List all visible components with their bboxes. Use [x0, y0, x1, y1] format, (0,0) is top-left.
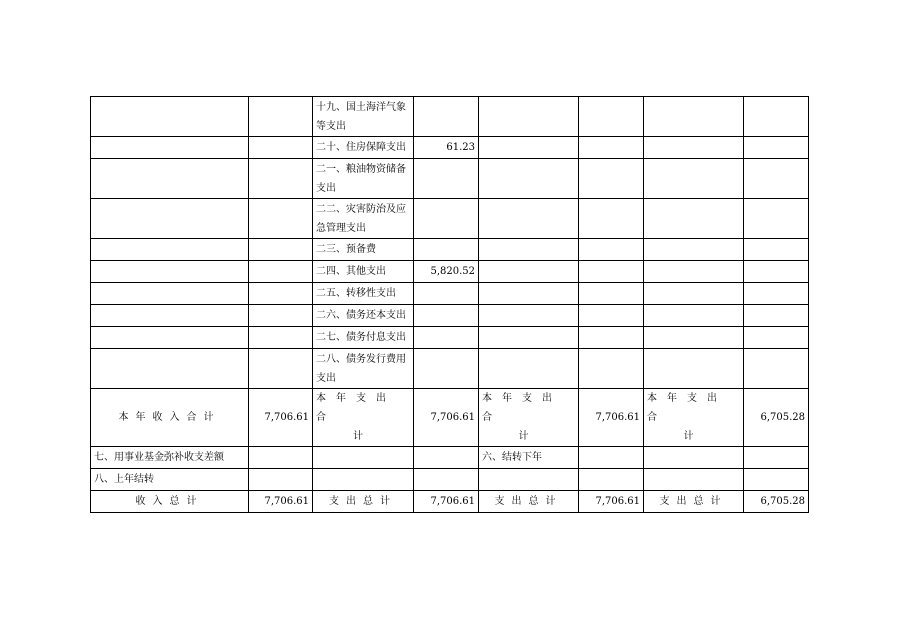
expense-item-cell — [644, 159, 744, 199]
expense-total-label: 本年支出合 计 — [479, 389, 579, 447]
income-value-cell — [249, 349, 313, 389]
empty-cell — [744, 469, 809, 491]
expense-value-cell — [744, 159, 809, 199]
grand-total-row — [91, 491, 809, 513]
carryover-next-year-label: 六、结转下年 — [479, 447, 579, 469]
expense-item-cell — [644, 199, 744, 239]
expense-total-value: 6,705.28 — [744, 389, 809, 447]
table-row — [91, 327, 809, 349]
expense-item-cell — [479, 159, 579, 199]
expense-item-cell — [479, 199, 579, 239]
expense-value-cell — [744, 97, 809, 137]
expense-item-cell: 十九、国土海洋气象等支出 — [313, 97, 414, 137]
expense-item-cell: 二三、预备费 — [313, 239, 414, 261]
income-grand-total-label: 收入总计 — [91, 491, 249, 513]
expense-value-cell — [414, 283, 479, 305]
income-value-cell — [249, 199, 313, 239]
expense-value-cell — [414, 305, 479, 327]
empty-cell — [313, 469, 414, 491]
expense-total-label: 本年支出合 计 — [313, 389, 414, 447]
expense-item-cell: 二十、住房保障支出 — [313, 137, 414, 159]
empty-cell — [249, 447, 313, 469]
expense-value-cell — [414, 159, 479, 199]
empty-cell — [644, 469, 744, 491]
income-item-cell — [91, 349, 249, 389]
table-row — [91, 283, 809, 305]
expense-value-cell — [579, 239, 644, 261]
income-item-cell — [91, 305, 249, 327]
fund-balance-label: 七、用事业基金弥补收支差额 — [91, 447, 249, 469]
expense-item-cell: 二五、转移性支出 — [313, 283, 414, 305]
expense-item-cell: 二七、债务付息支出 — [313, 327, 414, 349]
expense-value-cell — [744, 199, 809, 239]
expense-grand-total-value: 7,706.61 — [414, 491, 479, 513]
table-row — [91, 199, 809, 239]
expense-value-cell — [579, 305, 644, 327]
expense-value-cell — [744, 261, 809, 283]
expense-value-cell — [414, 239, 479, 261]
income-item-cell — [91, 137, 249, 159]
expense-grand-total-label: 支出总计 — [479, 491, 579, 513]
expense-value-cell — [744, 327, 809, 349]
expense-item-cell — [644, 305, 744, 327]
income-item-cell — [91, 199, 249, 239]
expense-item-cell — [479, 137, 579, 159]
expense-item-cell — [479, 349, 579, 389]
fund-balance-row — [91, 447, 809, 469]
income-value-cell — [249, 261, 313, 283]
table-row — [91, 349, 809, 389]
expense-value-cell — [579, 327, 644, 349]
income-item-cell — [91, 159, 249, 199]
expense-value-cell — [414, 349, 479, 389]
expense-item-cell — [644, 283, 744, 305]
empty-cell — [249, 469, 313, 491]
expense-item-cell — [479, 305, 579, 327]
expense-item-cell — [644, 239, 744, 261]
budget-table — [90, 96, 809, 513]
expense-value-cell — [744, 283, 809, 305]
expense-value-cell — [579, 261, 644, 283]
income-grand-total-value: 7,706.61 — [249, 491, 313, 513]
expense-value-cell: 61.23 — [414, 137, 479, 159]
expense-value-cell — [744, 137, 809, 159]
income-total-value: 7,706.61 — [249, 389, 313, 447]
expense-item-cell: 二六、债务还本支出 — [313, 305, 414, 327]
expense-value-cell — [414, 199, 479, 239]
expense-value-cell — [414, 97, 479, 137]
income-value-cell — [249, 305, 313, 327]
expense-value-cell — [579, 97, 644, 137]
expense-total-value: 7,706.61 — [414, 389, 479, 447]
empty-cell — [579, 469, 644, 491]
empty-cell — [414, 469, 479, 491]
expense-item-cell — [479, 327, 579, 349]
income-item-cell — [91, 261, 249, 283]
income-item-cell — [91, 327, 249, 349]
empty-cell — [479, 469, 579, 491]
income-total-label: 本年收入合计 — [91, 389, 249, 447]
prior-year-carryover-label: 八、上年结转 — [91, 469, 249, 491]
empty-cell — [644, 447, 744, 469]
table-row — [91, 305, 809, 327]
expense-grand-total-label: 支出总计 — [313, 491, 414, 513]
income-value-cell — [249, 239, 313, 261]
expense-value-cell: 5,820.52 — [414, 261, 479, 283]
table-row — [91, 97, 809, 137]
empty-cell — [744, 447, 809, 469]
expense-item-cell — [644, 137, 744, 159]
expense-item-cell — [479, 261, 579, 283]
expense-grand-total-value: 6,705.28 — [744, 491, 809, 513]
prior-year-carryover-row — [91, 469, 809, 491]
table-row — [91, 137, 809, 159]
expense-item-cell — [644, 97, 744, 137]
table-row — [91, 159, 809, 199]
income-item-cell — [91, 239, 249, 261]
expense-value-cell — [579, 199, 644, 239]
expense-grand-total-value: 7,706.61 — [579, 491, 644, 513]
empty-cell — [579, 447, 644, 469]
expense-value-cell — [579, 283, 644, 305]
expense-value-cell — [744, 305, 809, 327]
expense-item-cell — [644, 327, 744, 349]
expense-item-cell — [479, 283, 579, 305]
expense-item-cell — [479, 97, 579, 137]
table-row — [91, 239, 809, 261]
expense-value-cell — [579, 349, 644, 389]
expense-value-cell — [579, 159, 644, 199]
expense-value-cell — [579, 137, 644, 159]
expense-total-value: 7,706.61 — [579, 389, 644, 447]
income-value-cell — [249, 137, 313, 159]
expense-value-cell — [414, 327, 479, 349]
expense-value-cell — [744, 239, 809, 261]
expense-grand-total-label: 支出总计 — [644, 491, 744, 513]
empty-cell — [313, 447, 414, 469]
income-item-cell — [91, 283, 249, 305]
expense-item-cell: 二二、灾害防治及应急管理支出 — [313, 199, 414, 239]
income-value-cell — [249, 97, 313, 137]
expense-item-cell: 二八、债务发行费用支出 — [313, 349, 414, 389]
income-value-cell — [249, 283, 313, 305]
expense-item-cell — [479, 239, 579, 261]
income-item-cell — [91, 97, 249, 137]
income-value-cell — [249, 327, 313, 349]
expense-total-label: 本年支出合 计 — [644, 389, 744, 447]
expense-item-cell — [644, 349, 744, 389]
expense-value-cell — [744, 349, 809, 389]
empty-cell — [414, 447, 479, 469]
expense-item-cell: 二一、粮油物资储备支出 — [313, 159, 414, 199]
table-row — [91, 261, 809, 283]
annual-totals-row — [91, 389, 809, 447]
expense-item-cell — [644, 261, 744, 283]
income-value-cell — [249, 159, 313, 199]
expense-item-cell: 二四、其他支出 — [313, 261, 414, 283]
